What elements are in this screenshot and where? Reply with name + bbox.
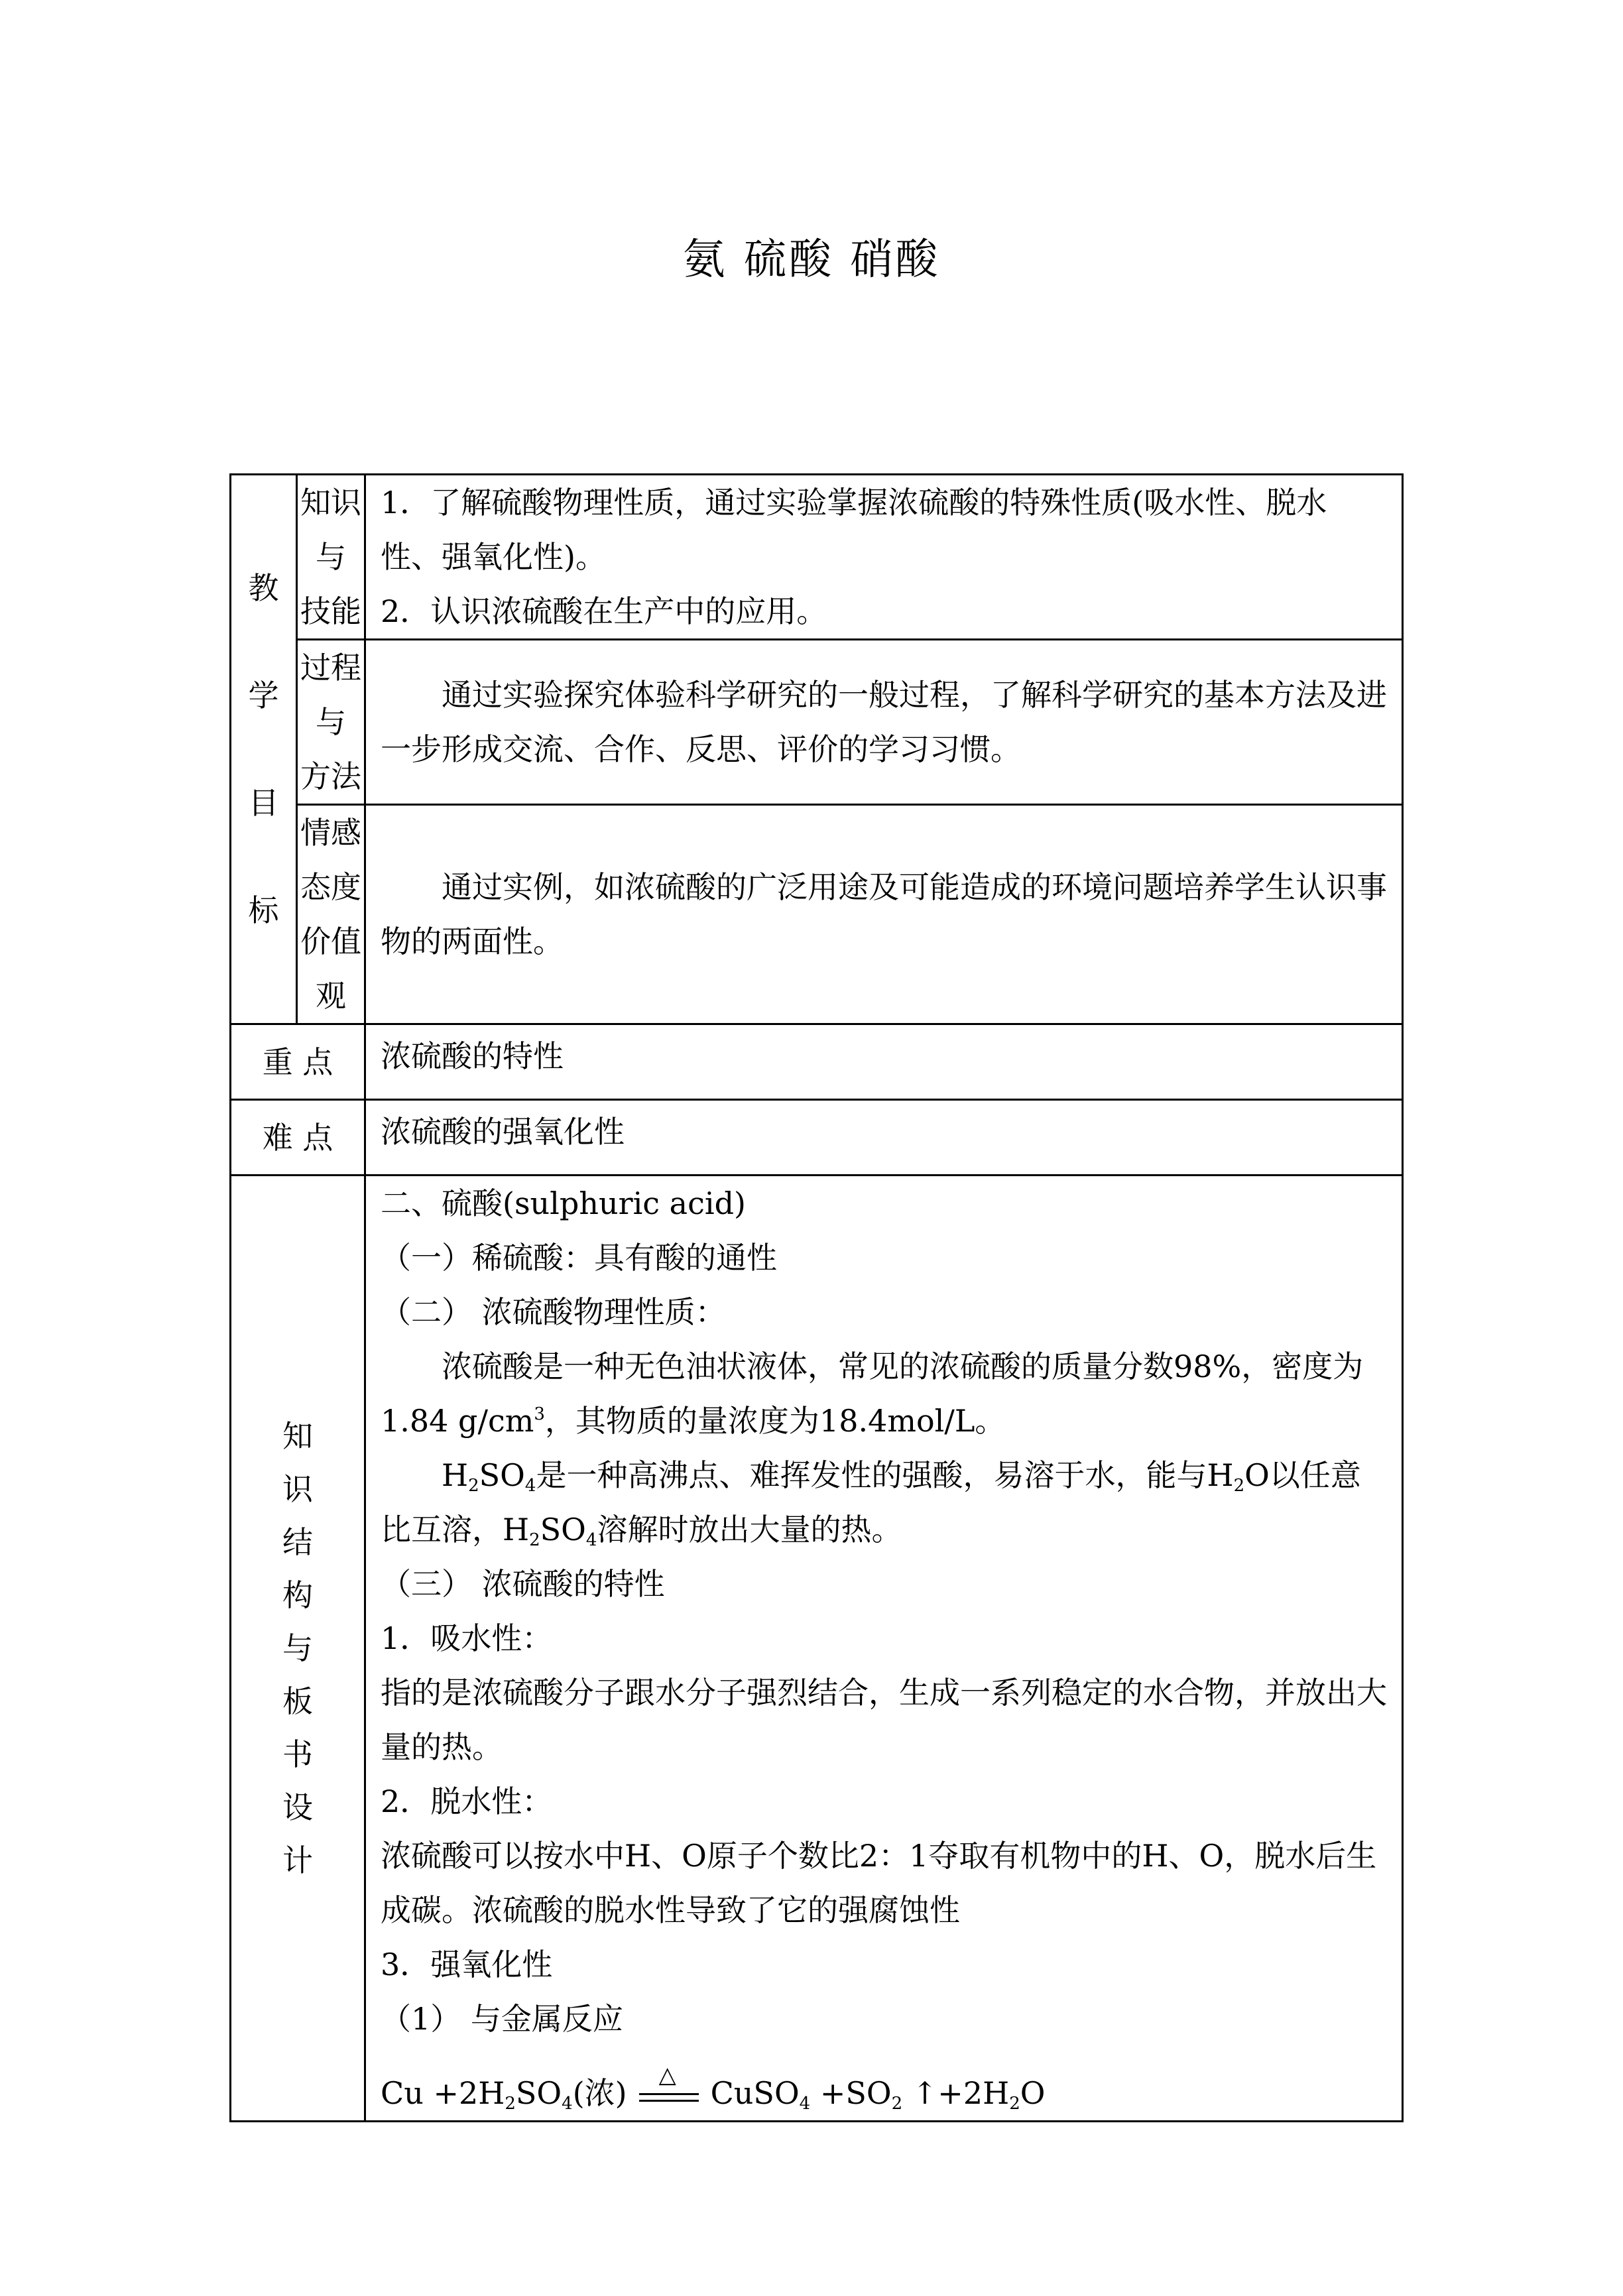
label-char: 目 bbox=[248, 785, 279, 821]
heat-triangle-icon: △ bbox=[658, 2062, 676, 2088]
objective-row-knowledge bbox=[231, 475, 1403, 640]
difficult-point-content bbox=[365, 1100, 1403, 1176]
section-heading: 二、硫酸(sulphuric acid) bbox=[381, 1185, 746, 1221]
label-char: 与 bbox=[282, 1630, 313, 1666]
label-char: 板 bbox=[282, 1683, 313, 1719]
objective-content-process bbox=[365, 640, 1403, 805]
equals-bar bbox=[639, 2093, 699, 2095]
label-char: 标 bbox=[248, 892, 279, 928]
label-line: 与 bbox=[316, 539, 346, 575]
objective-row-process bbox=[231, 640, 1403, 805]
property-title: 1．吸水性： bbox=[381, 1620, 553, 1656]
equation-part: ↑+2H bbox=[902, 2075, 1010, 2111]
physical-text bbox=[381, 1339, 1387, 1448]
property-text: 指的是浓硫酸分子跟水分子强烈结合，生成一系列稳定的水合物，并放出大量的热。 bbox=[381, 1675, 1387, 1765]
label-line: 过程 bbox=[300, 650, 361, 686]
label-line: 与 bbox=[316, 704, 346, 740]
properties-heading: （三） 浓硫酸的特性 bbox=[381, 1566, 665, 1602]
objective-content-attitude bbox=[365, 805, 1403, 1024]
equation-part: (浓) bbox=[572, 2075, 627, 2111]
label-char: 结 bbox=[282, 1524, 313, 1560]
label-line: 知识 bbox=[300, 485, 361, 520]
label-line: 情感 bbox=[300, 815, 361, 851]
equation-part: O bbox=[1020, 2075, 1046, 2111]
physical-heading: （二） 浓硫酸物理性质： bbox=[381, 1294, 726, 1330]
label-char: 构 bbox=[282, 1577, 313, 1613]
subscript: 2 bbox=[529, 1530, 540, 1550]
heat-equals-sign bbox=[639, 2062, 699, 2116]
key-point-row bbox=[231, 1024, 1403, 1100]
objective-label-process bbox=[297, 640, 365, 805]
objectives-group-label bbox=[231, 475, 297, 1024]
text-part: 浓硫酸是一种无色油状液体，常见的浓硫酸的质量分数98%，密度为1.84 g/cm bbox=[381, 1349, 1364, 1439]
subscript: 2 bbox=[1009, 2094, 1020, 2114]
knowledge-row bbox=[231, 1176, 1403, 2122]
reaction-equation bbox=[381, 2062, 1387, 2120]
property-title: 2．脱水性： bbox=[381, 1783, 553, 1819]
objective-label-knowledge bbox=[297, 475, 365, 640]
superscript: 3 bbox=[534, 1404, 545, 1424]
h2so4-text: $H_2SO_4$是一种高沸点、难挥发性的强酸，易溶于水，能与$H_2O$以任意比互溶，$H_2SO_4$溶解时放出大量的热。 bbox=[381, 1457, 1361, 1550]
key-point-label: 重 点 bbox=[231, 1024, 365, 1100]
label-line: 方法 bbox=[300, 758, 361, 794]
label-char: 计 bbox=[282, 1843, 313, 1878]
subscript: 4 bbox=[524, 1476, 536, 1496]
subscript: 4 bbox=[799, 2094, 811, 2114]
equation-part: Cu +2H bbox=[381, 2075, 505, 2111]
label-line: 态度 bbox=[300, 869, 361, 905]
objective-content-knowledge bbox=[365, 475, 1403, 640]
dilute-acid-line: （一）稀硫酸：具有酸的通性 bbox=[381, 1240, 777, 1276]
text-part: ，其物质的量浓度为18.4mol/L。 bbox=[544, 1403, 1006, 1439]
objective-text: 2．认识浓硫酸在生产中的应用。 bbox=[381, 593, 827, 629]
subscript: 2 bbox=[891, 2094, 903, 2114]
knowledge-content bbox=[365, 1176, 1403, 2122]
objective-text: 通过实验探究体验科学研究的一般过程，了解科学研究的基本方法及进一步形成交流、合作、反思、评价的学习习惯。 bbox=[381, 677, 1387, 767]
objective-text: 1．了解硫酸物理性质，通过实验掌握浓硫酸的特殊性质(吸水性、脱水性、强氧化性)。 bbox=[381, 485, 1327, 575]
equation-part: +SO bbox=[810, 2075, 892, 2111]
equation-part: CuSO bbox=[710, 2075, 800, 2111]
page-title: 氨 硫酸 硝酸 bbox=[682, 235, 941, 284]
equation-part: SO bbox=[515, 2075, 562, 2111]
objective-label-attitude bbox=[297, 805, 365, 1024]
lesson-table bbox=[229, 473, 1404, 2122]
objective-text: 通过实例，如浓硫酸的广泛用途及可能造成的环境问题培养学生认识事物的两面性。 bbox=[381, 869, 1387, 959]
label-char: 设 bbox=[282, 1789, 313, 1825]
subscript: 4 bbox=[562, 2094, 573, 2114]
subscript: 2 bbox=[505, 2094, 516, 2114]
label-char: 书 bbox=[282, 1736, 313, 1772]
difficult-point-row bbox=[231, 1100, 1403, 1176]
label-line: 价值观 bbox=[300, 924, 361, 1014]
label-char: 识 bbox=[282, 1471, 313, 1507]
difficult-point-label: 难 点 bbox=[231, 1100, 365, 1176]
text-part: O以任意比互溶，H bbox=[381, 1457, 1361, 1547]
property-text: 浓硫酸可以按水中H、O原子个数比2：1夺取有机物中的H、O，脱水后生成碳。浓硫酸的脱水性导致了它的强腐蚀性 bbox=[381, 1838, 1377, 1928]
subscript: 2 bbox=[1233, 1476, 1245, 1496]
label-line: 技能 bbox=[300, 593, 361, 629]
equals-bar bbox=[639, 2100, 699, 2102]
difficult-point-text: 浓硫酸的强氧化性 bbox=[381, 1114, 625, 1150]
subscript: 4 bbox=[585, 1530, 597, 1550]
property-subtitle: （1） 与金属反应 bbox=[381, 2001, 623, 2037]
label-char: 学 bbox=[248, 678, 279, 713]
label-char: 教 bbox=[248, 570, 279, 606]
text-part: 溶解时放出大量的热。 bbox=[597, 1512, 902, 1547]
label-char: 知 bbox=[282, 1418, 313, 1454]
subscript: 2 bbox=[468, 1476, 479, 1496]
key-point-content bbox=[365, 1024, 1403, 1100]
text-part: 是一种高沸点、难挥发性的强酸，易溶于水，能与H bbox=[536, 1457, 1234, 1493]
property-title: 3．强氧化性 bbox=[381, 1947, 553, 1982]
key-point-text: 浓硫酸的特性 bbox=[381, 1038, 564, 1074]
knowledge-label bbox=[231, 1176, 365, 2122]
objective-row-attitude bbox=[231, 805, 1403, 1024]
